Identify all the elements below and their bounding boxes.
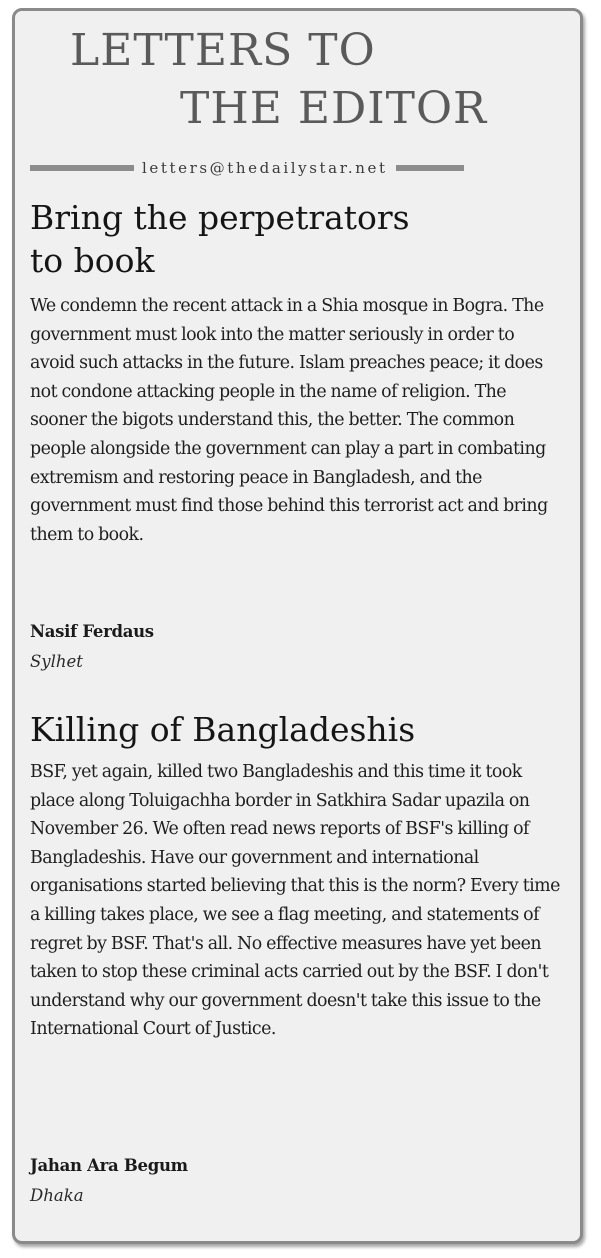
masthead-line-1: LETTERS TO	[70, 25, 376, 76]
letter-1-author: Nasif Ferdaus	[30, 622, 154, 641]
left-rule	[30, 165, 134, 171]
letter-2-author: Jahan Ara Begum	[30, 1156, 188, 1175]
editor-email-link[interactable]: letters@thedailystar.net	[142, 159, 388, 177]
letter-1-headline-line-2: to book	[30, 241, 155, 280]
letter-1-headline-line-1: Bring the perpetrators	[30, 198, 410, 237]
masthead-line-2: THE EDITOR	[180, 83, 488, 134]
email-row	[30, 158, 546, 178]
letter-1-body: We condemn the recent attack in a Shia mosque in Bogra. The government must look into the matter seriously in order to avoid such attacks in the future. Islam preaches peace; it does not condone attacking people in the name of religion. The sooner the bigots understand this, the better. The common people alongside the government can play a part in combating extremism and restoring peace in Bangladesh, and the government must find those behind this terrorist act and bring them to book.	[30, 296, 548, 545]
letter-1-headline	[30, 196, 550, 282]
letter-2-headline: Killing of Bangladeshis	[30, 710, 416, 749]
right-rule	[396, 165, 464, 171]
letter-2-location: Dhaka	[30, 1186, 84, 1205]
letter-2-body: BSF, yet again, killed two Bangladeshis and this time it took place along Toluigachha border in Satkhira Sadar upazila on November 26. We often read news reports of BSF's killing of Bangladeshis. Have our government and international organisations started believing that this is the norm? Every time a killing takes place, we see a flag meeting, and statements of regret by BSF. That's all. No effective measures have yet been taken to stop these criminal acts carried out by the BSF. I don't understand why our government doesn't take this issue to the International Court of Justice.	[30, 762, 560, 1040]
letter-1-location: Sylhet	[30, 652, 83, 671]
